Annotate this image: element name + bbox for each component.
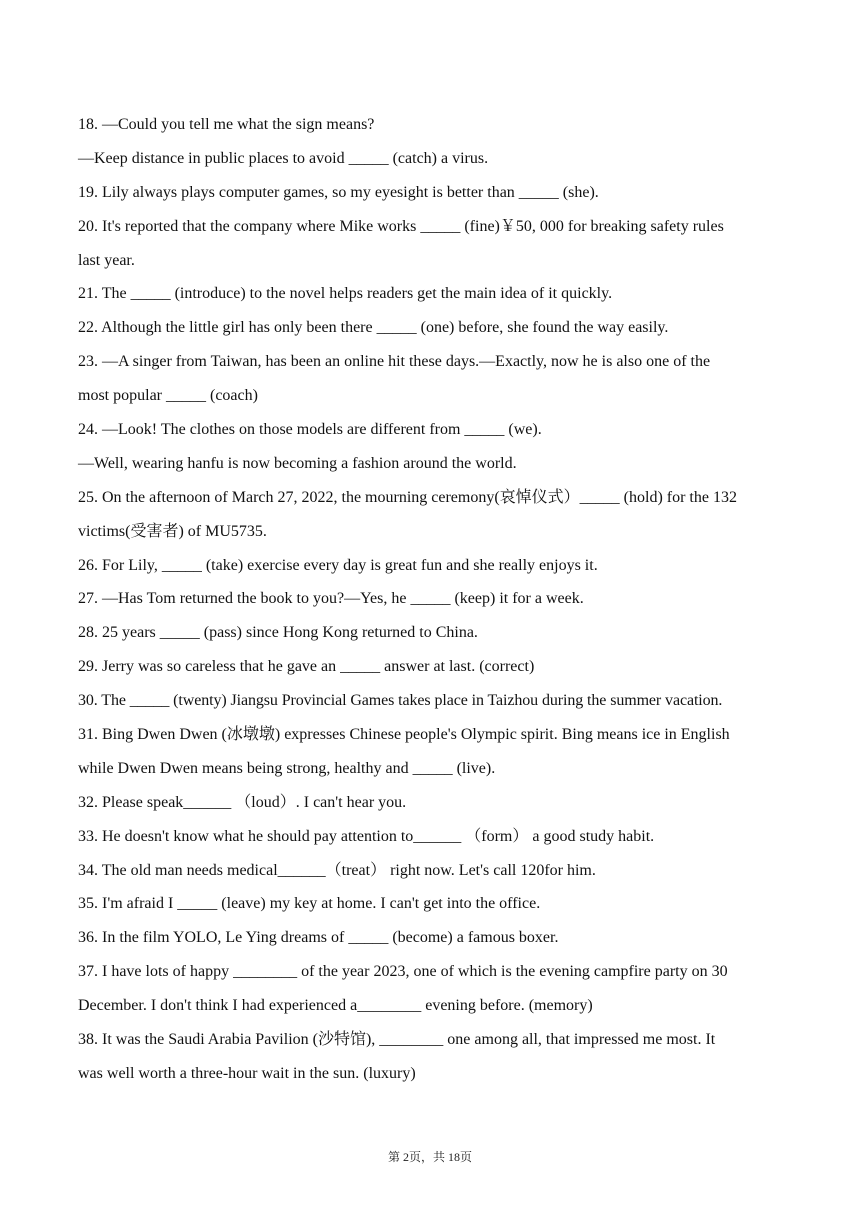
line-24-question: 24. —Look! The clothes on those models are different from _____ (we). xyxy=(78,421,542,439)
line-37: 37. I have lots of happy ________ of the year 2023, one of which is the evening campfire party on 30 xyxy=(78,963,728,981)
line-23-cont: most popular _____ (coach) xyxy=(78,387,258,405)
line-19: 19. Lily always plays computer games, so my eyesight is better than _____ (she). xyxy=(78,183,599,201)
line-25: 25. On the afternoon of March 27, 2022, the mourning ceremony(哀悼仪式）_____ (hold) for the 132 xyxy=(78,488,737,506)
line-20-cont: last year. xyxy=(78,251,135,269)
line-38: 38. It was the Saudi Arabia Pavilion (沙特馆), ________ one among all, that impressed me most. It xyxy=(78,1031,716,1049)
page-number-footer: 第 2页，共 18页 xyxy=(387,1150,472,1164)
line-31: 31. Bing Dwen Dwen (冰墩墩) expresses Chinese people's Olympic spirit. Bing means ice in English xyxy=(78,726,730,744)
line-30: 30. The _____ (twenty) Jiangsu Provincial Games takes place in Taizhou during the summer vacation. xyxy=(78,692,723,710)
exercise-text xyxy=(78,108,786,1091)
line-24-answer: —Well, wearing hanfu is now becoming a fashion around the world. xyxy=(78,454,517,472)
line-25-cont: victims(受害者) of MU5735. xyxy=(78,522,267,540)
line-28: 28. 25 years _____ (pass) since Hong Kong returned to China. xyxy=(78,624,478,642)
line-32: 32. Please speak______ （loud）. I can't hear you. xyxy=(78,793,407,811)
line-38-cont: was well worth a three-hour wait in the sun. (luxury) xyxy=(78,1064,416,1082)
line-22: 22. Although the little girl has only been there _____ (one) before, she found the way easily. xyxy=(78,319,669,337)
line-33: 33. He doesn't know what he should pay attention to______ （form） a good study habit. xyxy=(78,827,655,845)
line-18-answer: —Keep distance in public places to avoid _____ (catch) a virus. xyxy=(78,149,489,167)
line-26: 26. For Lily, _____ (take) exercise every day is great fun and she really enjoys it. xyxy=(78,556,598,574)
line-35: 35. I'm afraid I _____ (leave) my key at home. I can't get into the office. xyxy=(78,895,541,913)
line-27: 27. —Has Tom returned the book to you?—Yes, he _____ (keep) it for a week. xyxy=(78,590,584,608)
line-20: 20. It's reported that the company where Mike works _____ (fine)￥50, 000 for breaking safety rules xyxy=(78,217,724,235)
line-36: 36. In the film YOLO, Le Ying dreams of _____ (become) a famous boxer. xyxy=(78,929,559,947)
line-21: 21. The _____ (introduce) to the novel helps readers get the main idea of it quickly. xyxy=(78,285,613,303)
line-34: 34. The old man needs medical______（treat） right now. Let's call 120for him. xyxy=(78,861,596,879)
line-23: 23. —A singer from Taiwan, has been an online hit these days.—Exactly, now he is also one of the xyxy=(78,353,711,371)
line-31-cont: while Dwen Dwen means being strong, healthy and _____ (live). xyxy=(78,759,496,777)
line-18-question: 18. —Could you tell me what the sign means? xyxy=(78,116,375,133)
line-37-cont: December. I don't think I had experienced a________ evening before. (memory) xyxy=(78,997,593,1015)
line-29: 29. Jerry was so careless that he gave an _____ answer at last. (correct) xyxy=(78,658,535,676)
